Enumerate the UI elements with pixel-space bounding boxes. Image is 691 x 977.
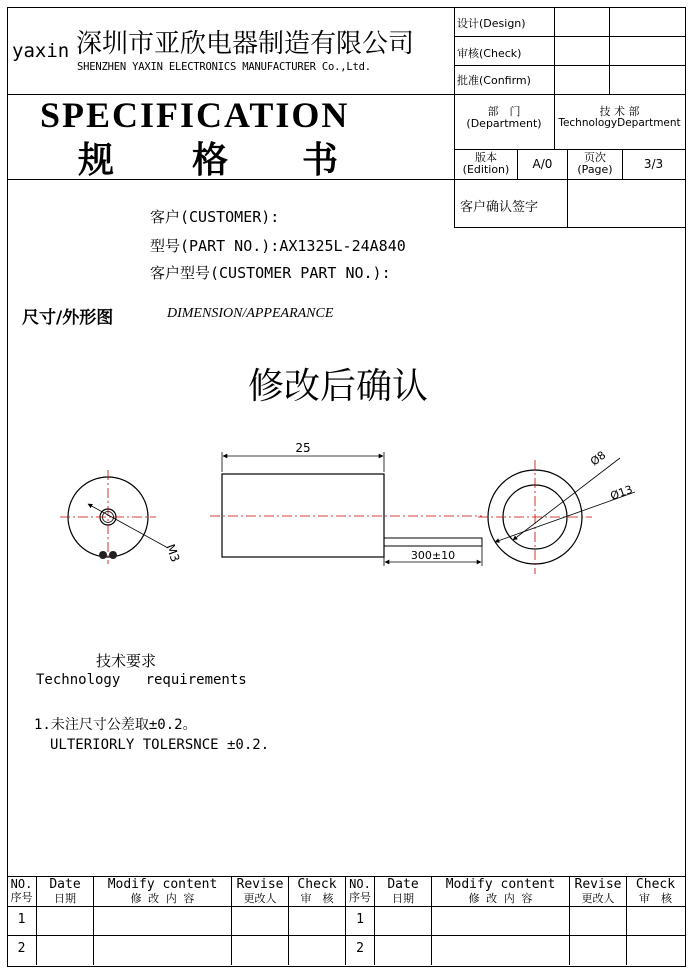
thread-label: M3 (163, 542, 183, 564)
title-en: SPECIFICATION (40, 95, 350, 135)
dept-label (455, 106, 553, 130)
customer-sign-label: 客户确认签字 (460, 200, 539, 215)
dept-label-cn: 部 门 (487, 105, 521, 118)
outer-diameter-label: Ø13 (608, 482, 635, 503)
dept-rule (454, 149, 685, 150)
title-cn-1: 规 (78, 140, 115, 180)
revision-stamp: 修改后确认 (248, 366, 429, 406)
table-row: 1 (17, 912, 26, 927)
header-check: Check 审 核 (297, 877, 337, 905)
header-revise: Revise 更改人 (574, 877, 622, 905)
customer-field: 客户(CUSTOMER): (150, 208, 280, 226)
end-view-left (60, 470, 168, 564)
header-no: NO. 序号 (10, 877, 33, 904)
header-no: NO. 序号 (349, 877, 371, 904)
sign-rule (454, 227, 685, 228)
table-rule (7, 935, 685, 936)
brand-logo-text: yaxin (12, 40, 70, 62)
header-modify: Modify content 修 改 内 容 (107, 877, 218, 905)
dept-label-en: (Department) (466, 117, 542, 131)
table-row: 2 (356, 941, 364, 956)
requirements-title-cn: 技术要求 (96, 652, 157, 670)
edition-value: A/0 (532, 157, 553, 171)
header-check: Check 审 核 (635, 877, 676, 905)
title-cn-3: 书 (302, 140, 339, 180)
requirement-item-en: ULTERIORLY TOLERSNCE ±0.2. (50, 737, 270, 753)
dimension-heading-en: DIMENSION/APPEARANCE (167, 306, 334, 321)
technical-drawing (50, 430, 650, 580)
header-revise: Revise 更改人 (236, 877, 284, 905)
dept-value-en: TechnologyDepartment (558, 117, 681, 130)
requirement-item-cn: 1.未注尺寸公差取±0.2。 (34, 717, 197, 733)
dept-value-cn: 技 术 部 (599, 105, 640, 118)
edition-label (455, 152, 517, 176)
customer-part-no-field: 客户型号(CUSTOMER PART NO.): (150, 264, 391, 282)
company-name-en: SHENZHEN YAXIN ELECTRONICS MANUFACTURER Co.,Ltd. (77, 61, 371, 73)
part-no-field: 型号(PART NO.):AX1325L-24A840 (150, 237, 406, 255)
dept-value (555, 106, 684, 130)
end-view-right (478, 458, 635, 574)
table-row: 2 (17, 941, 26, 956)
approval-col (554, 7, 555, 94)
header-modify: Modify content 修 改 内 容 (445, 877, 556, 905)
header-date: Date 日期 (387, 877, 419, 905)
page-label-en: (Page) (577, 163, 613, 177)
table-rule (7, 906, 685, 907)
design-label: 设计(Design) (457, 17, 526, 30)
page-label (568, 152, 622, 176)
inner-diameter-label: Ø8 (587, 448, 609, 469)
lead-length-dimension: 300±10 (410, 549, 456, 562)
confirm-label: 批准(Confirm) (457, 74, 531, 87)
approval-rule (454, 65, 685, 66)
edition-label-cn: 版本 (475, 151, 497, 164)
title-cn-2: 格 (192, 140, 229, 180)
approval-col (609, 7, 610, 94)
table-row: 1 (356, 912, 364, 927)
dimension-heading-cn: 尺寸/外形图 (22, 308, 114, 328)
check-label: 审核(Check) (457, 47, 522, 60)
header-date: Date 日期 (49, 877, 81, 905)
requirements-title-en: Technology requirements (36, 672, 247, 688)
sign-col (567, 179, 568, 227)
length-dimension: 25 (295, 441, 311, 455)
edition-label-en: (Edition) (462, 163, 510, 177)
page-value: 3/3 (643, 157, 664, 171)
page-label-cn: 页次 (584, 151, 606, 164)
company-name-cn: 深圳市亚欣电器制造有限公司 (76, 29, 415, 58)
approval-rule (454, 36, 685, 37)
